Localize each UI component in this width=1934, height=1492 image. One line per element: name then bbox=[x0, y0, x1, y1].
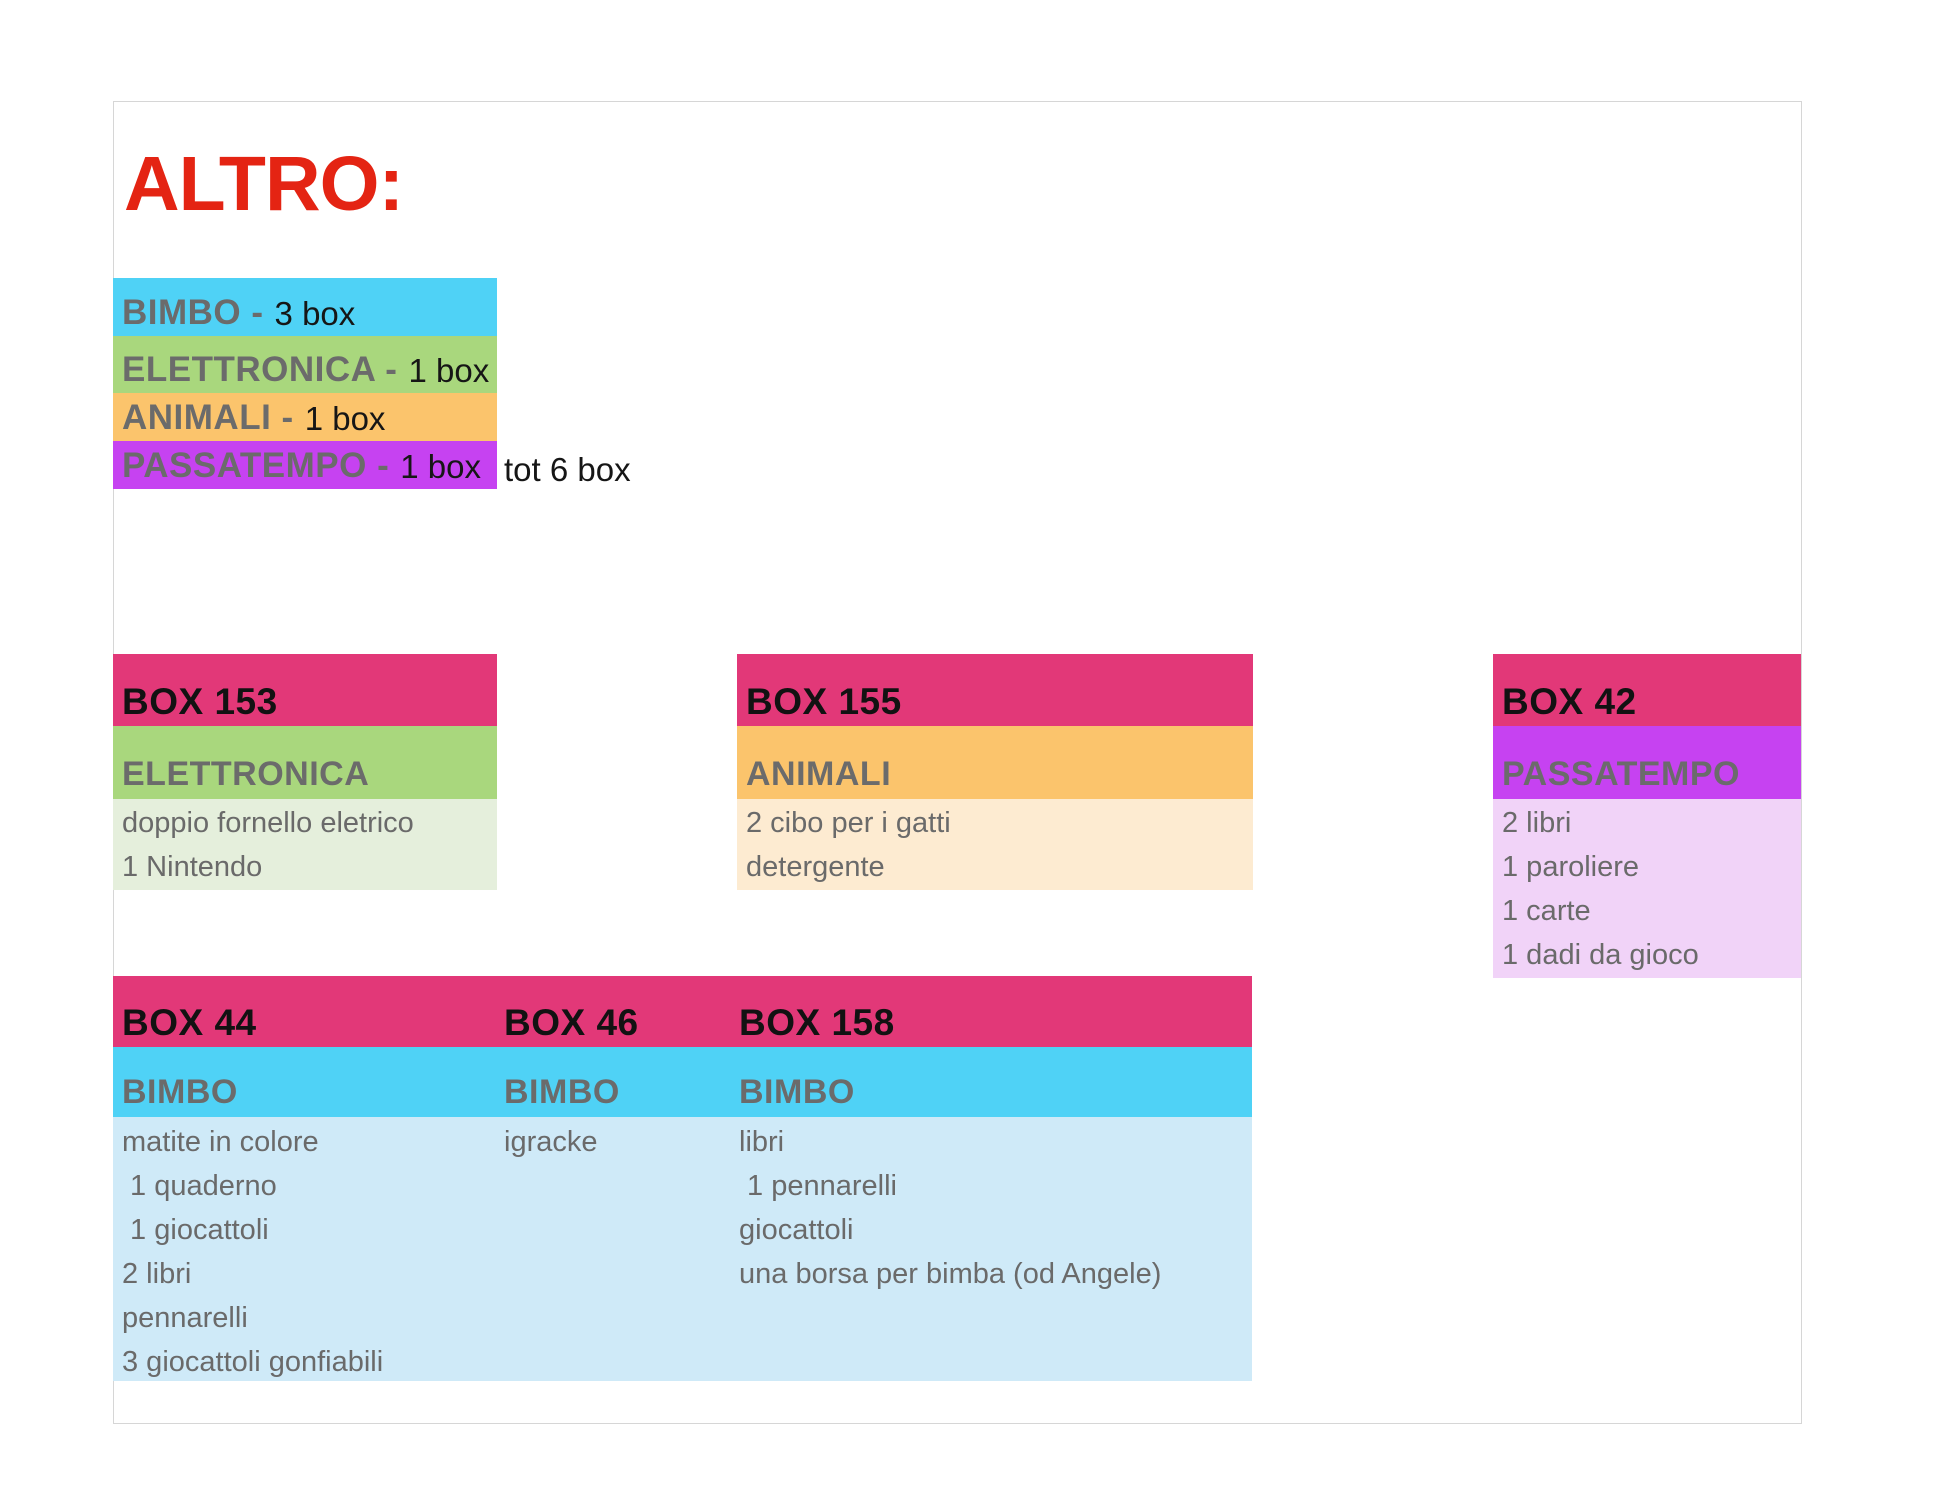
group-category-band bbox=[113, 1047, 1252, 1117]
category-label: ANIMALI bbox=[746, 755, 892, 793]
list-item: 1 giocattoli bbox=[122, 1214, 269, 1246]
list-item: pennarelli bbox=[122, 1302, 248, 1334]
box-group-bimbo bbox=[113, 976, 1252, 1381]
list-item: 3 giocattoli gonfiabili bbox=[122, 1346, 384, 1378]
legend-row-animali bbox=[113, 393, 497, 441]
box-label: BOX 44 bbox=[122, 1002, 257, 1043]
category-band bbox=[113, 726, 497, 799]
items-list-box-44 bbox=[122, 1120, 383, 1384]
list-item: una borsa per bimba (od Angele) bbox=[739, 1258, 1162, 1290]
group-items bbox=[113, 1117, 1252, 1381]
group-box-header bbox=[113, 976, 1252, 1047]
list-item: matite in colore bbox=[122, 1126, 319, 1158]
items-list bbox=[113, 799, 497, 890]
legend-category-label: ANIMALI - bbox=[122, 398, 294, 437]
list-item: 2 libri bbox=[1502, 807, 1572, 839]
category-label: BIMBO bbox=[739, 1073, 855, 1111]
legend-category-label: ELETTRONICA - bbox=[122, 350, 398, 389]
box-card-155 bbox=[737, 654, 1253, 890]
items-list bbox=[737, 799, 1253, 890]
category-label: PASSATEMPO bbox=[1502, 755, 1740, 793]
box-label: BOX 42 bbox=[1502, 681, 1637, 722]
items-list-box-46 bbox=[504, 1120, 598, 1164]
list-item: doppio fornello eletrico bbox=[122, 807, 414, 839]
legend-count: 1 box bbox=[304, 400, 386, 437]
page-title: ALTRO: bbox=[124, 141, 404, 227]
list-item: 2 libri bbox=[122, 1258, 192, 1290]
items-list-box-158 bbox=[739, 1120, 1161, 1296]
category-legend bbox=[113, 278, 497, 489]
box-card-42 bbox=[1493, 654, 1801, 978]
legend-row-passatempo bbox=[113, 441, 497, 489]
legend-count: 3 box bbox=[274, 295, 356, 332]
legend-count: 1 box bbox=[400, 448, 481, 485]
list-item: 1 pennarelli bbox=[739, 1170, 897, 1202]
legend-count: 1 box bbox=[408, 352, 490, 389]
category-band bbox=[737, 726, 1253, 799]
box-label: BOX 155 bbox=[746, 681, 902, 722]
category-band bbox=[1493, 726, 1801, 799]
legend-category-label: BIMBO - bbox=[122, 293, 264, 332]
category-label: BIMBO bbox=[504, 1073, 620, 1111]
list-item: 1 Nintendo bbox=[122, 851, 263, 883]
list-item: giocattoli bbox=[739, 1214, 854, 1246]
category-label: ELETTRONICA bbox=[122, 755, 370, 793]
list-item: detergente bbox=[746, 851, 885, 883]
box-header bbox=[737, 654, 1253, 726]
list-item: 2 cibo per i gatti bbox=[746, 807, 951, 839]
box-header bbox=[113, 654, 497, 726]
page bbox=[113, 101, 1802, 1424]
box-header bbox=[1493, 654, 1801, 726]
box-card-153 bbox=[113, 654, 497, 890]
legend-row-elettronica bbox=[113, 336, 497, 393]
legend-category-label: PASSATEMPO - bbox=[122, 446, 390, 485]
category-label: BIMBO bbox=[122, 1073, 238, 1111]
box-label: BOX 158 bbox=[739, 1002, 895, 1043]
list-item: 1 dadi da gioco bbox=[1502, 939, 1699, 971]
items-list bbox=[1493, 799, 1801, 978]
legend-row-bimbo bbox=[113, 278, 497, 336]
list-item: 1 carte bbox=[1502, 895, 1591, 927]
list-item: 1 paroliere bbox=[1502, 851, 1640, 883]
box-label: BOX 153 bbox=[122, 681, 278, 722]
list-item: libri bbox=[739, 1126, 785, 1158]
box-label: BOX 46 bbox=[504, 1002, 639, 1043]
legend-total: tot 6 box bbox=[504, 451, 631, 488]
list-item: 1 quaderno bbox=[122, 1170, 277, 1202]
list-item: igracke bbox=[504, 1126, 598, 1158]
